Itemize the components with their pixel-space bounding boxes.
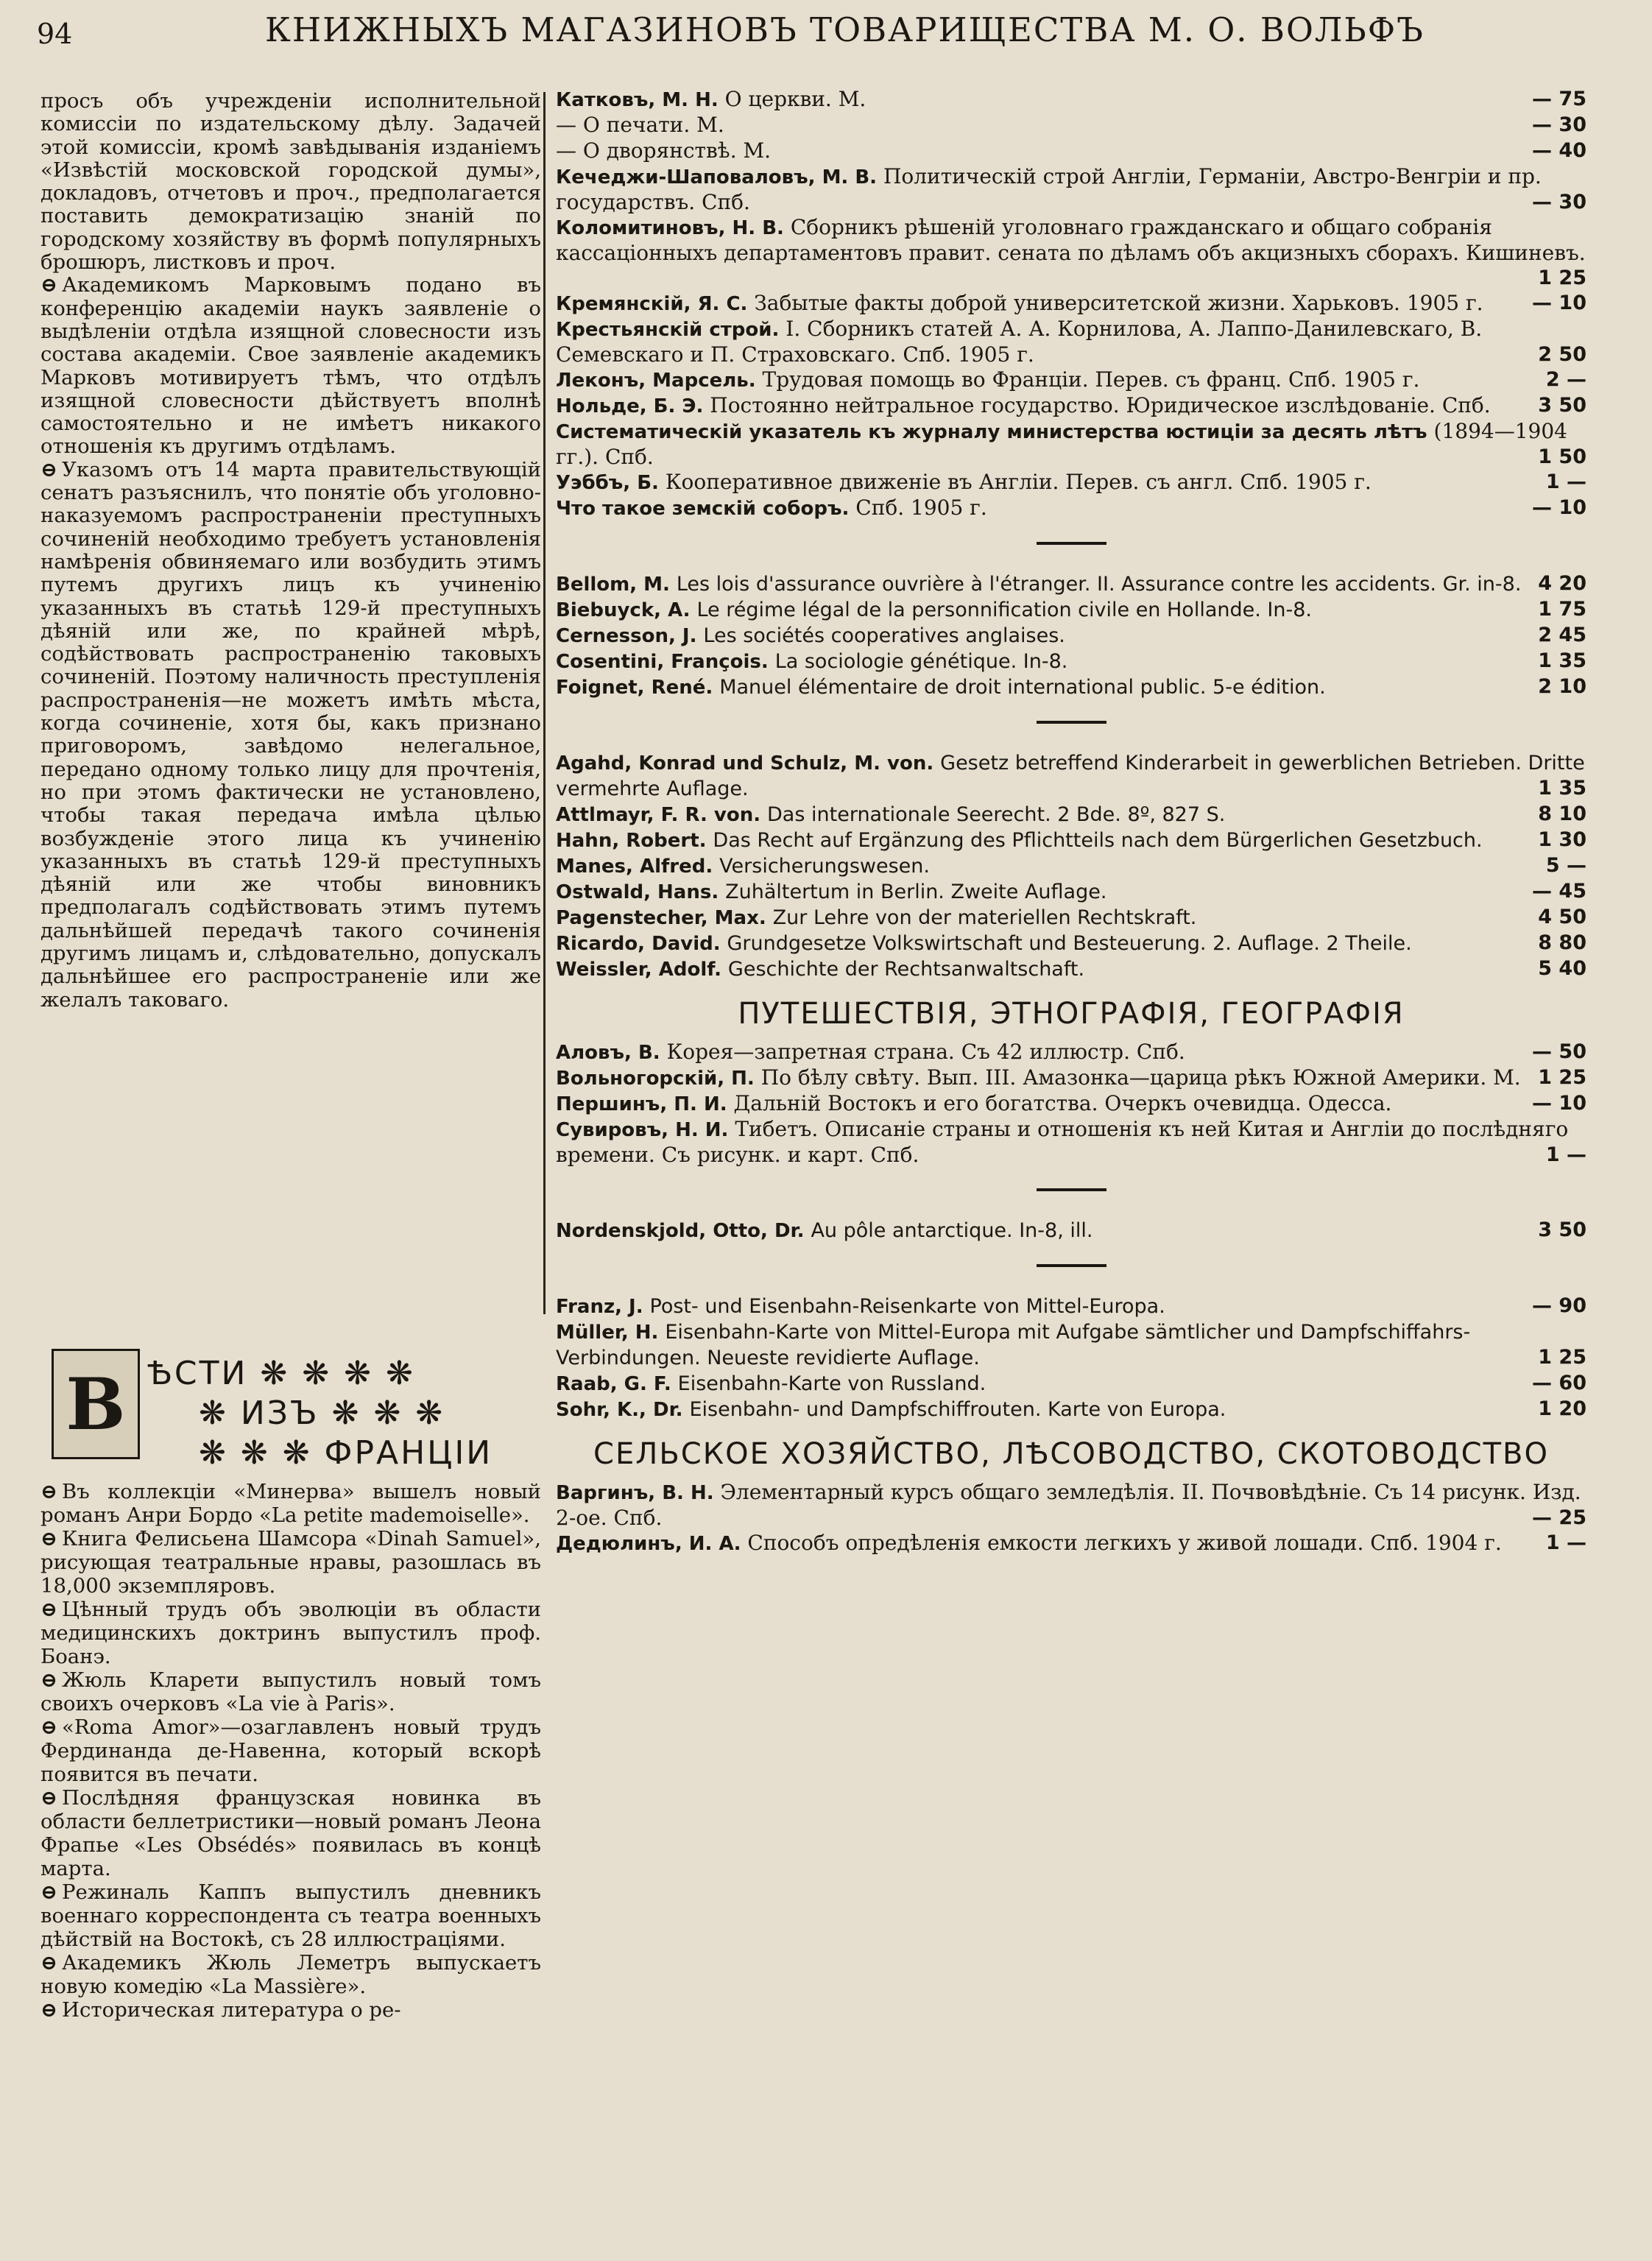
- entry-author: Что такое земскій соборъ.: [556, 498, 850, 520]
- entry-title: Zur Lehre von der materiellen Rechtskraft.: [772, 906, 1197, 929]
- entry-author: Cernesson, J.: [556, 625, 697, 647]
- separator-rule: [1037, 1188, 1106, 1191]
- entry-price: — 45: [1532, 880, 1586, 903]
- entry-author: Кечеджи-Шаповаловъ, М. В.: [556, 166, 878, 188]
- catalog-entry: [556, 571, 1586, 597]
- entry-price: 1 35: [1538, 777, 1586, 800]
- entry-title: Gesetz betreffend Kinderarbeit in gewerblichen Betrieben. Dritte vermehrte Auflage.: [556, 752, 1585, 800]
- entry-price: — 40: [1532, 139, 1586, 162]
- catalog-entry: [556, 367, 1586, 393]
- catalog-entry: [556, 623, 1586, 649]
- catalog-entry: [556, 1065, 1586, 1091]
- catalog-entry: [556, 470, 1586, 495]
- entry-author: Вольногорскій, П.: [556, 1068, 755, 1090]
- entry-title: Спб. 1905 г.: [855, 495, 987, 520]
- entry-author: Леконъ, Марсель.: [556, 370, 756, 392]
- news-from-france-heading: [52, 1349, 537, 1470]
- entry-price: 1 20: [1538, 1397, 1586, 1420]
- entry-title: Au pôle antarctique. In-8, ill.: [811, 1219, 1093, 1242]
- entry-title: La sociologie génétique. In-8.: [774, 650, 1068, 673]
- entry-author: Варгинъ, В. Н.: [556, 1482, 714, 1504]
- entry-author: Сувировъ, Н. И.: [556, 1119, 729, 1141]
- entry-author: Bellom, M.: [556, 574, 670, 596]
- entry-author: Agahd, Konrad und Schulz, M. von.: [556, 752, 934, 775]
- entry-title: Способъ опредѣленія емкости легкихъ у живой лошади. Спб. 1904 г.: [747, 1531, 1502, 1555]
- catalog-entry: [556, 1294, 1586, 1319]
- entry-author: Аловъ, В.: [556, 1042, 660, 1064]
- entry-author: Кремянскій, Я. С.: [556, 293, 748, 315]
- running-title: КНИЖНЫХЪ МАГАЗИНОВЪ ТОВАРИЩЕСТВА М. О. ВОЛЬФЪ: [265, 10, 1425, 49]
- entry-title: Элементарный курсъ общаго земледѣлія. II. Почвовѣдѣніе. Съ 14 рисунк. Изд. 2-ое. Спб.: [556, 1480, 1581, 1530]
- catalog-entry: [556, 1319, 1586, 1371]
- catalog-entry: [556, 215, 1586, 291]
- entry-price: 2 —: [1545, 368, 1586, 391]
- entry-author: Nordenskjold, Otto, Dr.: [556, 1220, 805, 1242]
- entry-title: Политическій строй Англіи, Германіи, Австро-Венгріи и пр. государствъ. Спб.: [556, 164, 1542, 214]
- catalog-entry: [556, 931, 1586, 956]
- entry-title: Zuhältertum in Berlin. Zweite Auflage.: [725, 881, 1107, 903]
- entry-price: — 30: [1532, 113, 1586, 136]
- entry-price: — 10: [1532, 292, 1586, 314]
- entry-author: Müller, H.: [556, 1322, 659, 1344]
- bullet-icon: ⊖: [40, 1880, 58, 1904]
- news-item: ⊖ «Roma Amor»—озаглавленъ новый трудъ Фердинанда де-Навенна, который вскорѣ появится въ печати.: [40, 1715, 541, 1786]
- entry-title: Забытые факты доброй университетской жизни. Харьковъ. 1905 г.: [754, 291, 1483, 315]
- entry-author: Ricardo, David.: [556, 933, 721, 955]
- ornamental-initial: В: [52, 1349, 140, 1459]
- entry-price: 4 20: [1538, 572, 1586, 595]
- bullet-icon: ⊖: [40, 457, 58, 482]
- entry-price: — 25: [1532, 1506, 1586, 1529]
- entry-price: — 30: [1532, 191, 1586, 214]
- news-item: ⊖ Послѣдняя французская новинка въ области беллетристики—новый романъ Леона Фрапье «Les Obsédés» появилась въ концѣ марта.: [40, 1786, 541, 1880]
- catalog-entry: [556, 164, 1586, 215]
- entry-title: Post- und Eisenbahn-Reisenkarte von Mittel-Europa.: [649, 1295, 1165, 1318]
- entry-author: Franz, J.: [556, 1296, 643, 1318]
- entry-price: 1 —: [1545, 1531, 1586, 1554]
- separator-rule: [1037, 721, 1106, 724]
- news-item: ⊖ Режиналь Каппъ выпустилъ дневникъ военнаго корреспондента съ театра военныхъ дѣйствій на Востокѣ, съ 28 иллюстраціями.: [40, 1880, 541, 1951]
- entry-title: Versicherungswesen.: [719, 855, 930, 878]
- entry-author: Катковъ, М. Н.: [556, 89, 719, 111]
- catalog-entry: [556, 828, 1586, 853]
- catalog-entry: [556, 879, 1586, 905]
- bullet-icon: ⊖: [40, 1668, 58, 1692]
- news-list: [40, 1480, 541, 2022]
- entry-author: Першинъ, П. И.: [556, 1093, 727, 1115]
- entry-author: Нольде, Б. Э.: [556, 395, 704, 417]
- catalog-group-russian: [556, 87, 1586, 521]
- catalog-entry: [556, 495, 1586, 521]
- catalog-entry: [556, 113, 1586, 138]
- heading-line: ❋ ❋ ❋ ФРАНЦІИ: [199, 1434, 493, 1472]
- entry-title: Manuel élémentaire de droit international public. 5-e édition.: [719, 676, 1326, 699]
- entry-price: — 90: [1532, 1294, 1586, 1317]
- entry-price: 5 —: [1545, 854, 1586, 877]
- catalog-entry: [556, 419, 1586, 470]
- bullet-icon: ⊖: [40, 1715, 58, 1739]
- entry-author: Коломитиновъ, Н. В.: [556, 217, 784, 239]
- entry-price: — 60: [1532, 1372, 1586, 1394]
- column-divider: [543, 92, 546, 1314]
- entry-title: Трудовая помощь во Франціи. Перев. съ франц. Спб. 1905 г.: [762, 367, 1420, 392]
- entry-title: Grundgesetze Volkswirtschaft und Besteuerung. 2. Auflage. 2 Theile.: [727, 932, 1412, 955]
- entry-price: 1 30: [1538, 828, 1586, 851]
- entry-price: 8 10: [1538, 803, 1586, 825]
- left-column: [40, 90, 541, 1012]
- entry-author: Hahn, Robert.: [556, 830, 707, 852]
- catalog-entry: [556, 291, 1586, 317]
- catalog-entry: [556, 138, 1586, 164]
- entry-author: Manes, Alfred.: [556, 856, 713, 878]
- entry-title: Das internationale Seerecht. 2 Bde. 8º, 827 S.: [767, 803, 1226, 826]
- separator-rule: [1037, 542, 1106, 545]
- entry-price: 2 10: [1538, 675, 1586, 698]
- entry-price: 1 —: [1545, 1143, 1586, 1166]
- page-header: [37, 7, 1612, 52]
- entry-author: Weissler, Adolf.: [556, 959, 721, 981]
- entry-price: 1 25: [1538, 1066, 1586, 1089]
- catalog-entry: [556, 802, 1586, 828]
- news-item: ⊖ Жюль Кларети выпустилъ новый томъ своихъ очерковъ «La vie à Paris».: [40, 1668, 541, 1715]
- entry-title: I. Сборникъ статей А. А. Корнилова, А. Лаппо-Данилевскаго, В. Семевскаго и П. Страховскаго. Спб. 1905 г.: [556, 317, 1483, 367]
- entry-price: 2 45: [1538, 624, 1586, 646]
- catalog-entry: [556, 750, 1586, 802]
- entry-author: Pagenstecher, Max.: [556, 907, 766, 929]
- news-item: ⊖ Историческая литература о ре-: [40, 1998, 401, 2022]
- catalog-entry: [556, 1397, 1586, 1422]
- paragraph-text: Академикомъ Марковымъ подано въ конференцію академіи наукъ заявленіе о выдѣленіи отдѣла изящной словесности изъ состава академіи. Свое заявленіе академикъ Марковъ мотивируетъ тѣмъ, что отдѣлъ изящной словесности дѣйствуетъ вполнѣ самостоятельно и не имѣетъ никакого отношенія къ другимъ отдѣламъ.: [40, 273, 541, 459]
- paragraph: [40, 274, 541, 458]
- bullet-icon: ⊖: [40, 1527, 58, 1551]
- entry-author: Систематическій указатель къ журналу министерства юстиціи за десять лѣтъ: [556, 421, 1427, 443]
- catalog-entry: [556, 905, 1586, 931]
- catalog-entry: [556, 674, 1586, 700]
- entry-author: Крестьянскій строй.: [556, 319, 780, 341]
- entry-author: Cosentini, François.: [556, 651, 769, 673]
- entry-price: 8 80: [1538, 931, 1586, 954]
- catalog-entry: [556, 1091, 1586, 1117]
- catalog-group-agriculture: [556, 1480, 1586, 1556]
- entry-price: 1 50: [1538, 445, 1586, 468]
- entry-title: Eisenbahn-Karte von Mittel-Europa mit Aufgabe sämtlicher und Dampfschiffahrs-Verbindungen. Neueste revidierte Auflage.: [556, 1321, 1471, 1369]
- paragraph: просъ объ учрежденіи исполнительной комиссіи по издательскому дѣлу. Задачей этой комиссіи, кромѣ завѣдыванія изданіемъ «Извѣстій московской городской думы», докладовъ, отчетовъ и проч., предполагается поставить демократизацію знаній по городскому хозяйству въ формѣ популярныхъ брошюръ, листковъ и проч.: [40, 89, 541, 275]
- catalog-entry: [556, 853, 1586, 879]
- catalog-group-german: [556, 750, 1586, 982]
- catalog-column: [556, 87, 1586, 1556]
- entry-price: — 10: [1532, 496, 1586, 519]
- catalog-entry: [556, 1531, 1586, 1556]
- entry-price: 1 25: [1538, 267, 1586, 289]
- entry-title: Les lois d'assurance ouvrière à l'étranger. II. Assurance contre les accidents. Gr. in-8.: [676, 573, 1522, 596]
- entry-title: Les sociétés cooperatives anglaises.: [703, 624, 1065, 647]
- entry-price: — 10: [1532, 1092, 1586, 1115]
- entry-title: (1894—1904 гг.). Спб.: [556, 419, 1567, 469]
- entry-title: Корея—запретная страна. Съ 42 иллюстр. Спб.: [666, 1040, 1185, 1064]
- bullet-icon: ⊖: [40, 1951, 58, 1975]
- entry-title: Le régime légal de la personnification civile en Hollande. In-8.: [696, 599, 1312, 621]
- catalog-group-travel-foreign: [556, 1218, 1586, 1244]
- catalog-entry: [556, 649, 1586, 674]
- entry-title: Дальній Востокъ и его богатства. Очеркъ очевидца. Одесса.: [733, 1091, 1392, 1115]
- catalog-group-travel: [556, 1040, 1586, 1168]
- entry-title: Eisenbahn-Karte von Russland.: [677, 1372, 986, 1395]
- entry-author: Attlmayr, F. R. von.: [556, 804, 761, 826]
- entry-price: 5 40: [1538, 957, 1586, 980]
- entry-price: 1 —: [1545, 470, 1586, 493]
- catalog-group-maps: [556, 1294, 1586, 1422]
- entry-title: Geschichte der Rechtsanwaltschaft.: [727, 958, 1085, 981]
- bullet-icon: ⊖: [40, 1480, 58, 1503]
- entry-author: Уэббъ, Б.: [556, 472, 659, 494]
- paragraph: [40, 459, 541, 1012]
- entry-title: Кооперативное движеніе въ Англіи. Перев. съ англ. Спб. 1905 г.: [665, 470, 1372, 494]
- entry-price: 3 50: [1538, 394, 1586, 417]
- entry-price: — 75: [1532, 88, 1586, 110]
- catalog-entry: [556, 1040, 1586, 1065]
- entry-author: Foignet, René.: [556, 677, 713, 699]
- page-number: 94: [37, 18, 73, 50]
- bullet-icon: ⊖: [40, 1786, 58, 1810]
- entry-price: 3 50: [1538, 1218, 1586, 1241]
- separator-rule: [1037, 1264, 1106, 1267]
- catalog-entry: [556, 317, 1586, 367]
- heading-line: ѢСТИ ❋ ❋ ❋ ❋: [147, 1355, 415, 1392]
- news-item: ⊖ Цѣнный трудъ объ эволюціи въ области медицинскихъ доктринъ выпустилъ проф. Боанэ.: [40, 1598, 541, 1668]
- entry-title: О церкви. М.: [724, 87, 866, 111]
- catalog-entry: [556, 1117, 1586, 1168]
- catalog-entry: [556, 1218, 1586, 1244]
- news-item: ⊖ Въ коллекціи «Минерва» вышелъ новый романъ Анри Бордо «La petite mademoiselle».: [40, 1480, 541, 1527]
- section-heading-travel: ПУТЕШЕСТВІЯ, ЭТНОГРАФІЯ, ГЕОГРАФІЯ: [738, 997, 1405, 1031]
- entry-price: 4 50: [1538, 906, 1586, 928]
- entry-title: — О дворянствѣ. М.: [556, 138, 772, 163]
- entry-title: Das Recht auf Ergänzung des Pflichtteils nach dem Bürgerlichen Gesetzbuch.: [713, 829, 1483, 852]
- entry-title: Eisenbahn- und Dampfschiffrouten. Karte von Europa.: [689, 1398, 1226, 1421]
- entry-title: Постоянно нейтральное государство. Юридическое изслѣдованіе. Спб.: [710, 393, 1491, 417]
- news-item: ⊖ Книга Фелисьена Шамсора «Dinah Samuel», рисующая театральные нравы, разошлась въ 18,000 экземпляровъ.: [40, 1527, 541, 1598]
- heading-line: ❋ ИЗЪ ❋ ❋ ❋: [199, 1394, 445, 1432]
- entry-author: Sohr, K., Dr.: [556, 1399, 683, 1421]
- entry-price: 1 25: [1538, 1346, 1586, 1369]
- entry-author: Дедюлинъ, И. А.: [556, 1533, 741, 1555]
- entry-price: 1 35: [1538, 649, 1586, 672]
- entry-price: 2 50: [1538, 343, 1586, 366]
- bullet-icon: ⊖: [40, 273, 58, 297]
- entry-author: Raab, G. F.: [556, 1373, 671, 1395]
- bullet-icon: ⊖: [40, 1598, 58, 1621]
- entry-title: Сборникъ рѣшеній уголовнаго гражданскаго и общаго собранія кассаціонныхъ департаментовъ правит. сената по дѣламъ объ акцизныхъ сборахъ. Кишиневъ.: [556, 215, 1586, 265]
- entry-price: 1 75: [1538, 598, 1586, 621]
- entry-author: Biebuyck, A.: [556, 599, 691, 621]
- catalog-group-french: [556, 571, 1586, 700]
- catalog-entry: [556, 87, 1586, 113]
- entry-title: — О печати. М.: [556, 113, 724, 137]
- entry-price: — 50: [1532, 1040, 1586, 1063]
- bullet-icon: ⊖: [40, 1998, 58, 2022]
- catalog-entry: [556, 597, 1586, 623]
- section-heading-agriculture: СЕЛЬСКОЕ ХОЗЯЙСТВО, ЛѢСОВОДСТВО, СКОТОВОДСТВО: [593, 1437, 1549, 1471]
- entry-title: По бѣлу свѣту. Вып. III. Амазонка—царица рѣкъ Южной Америки. М.: [760, 1065, 1521, 1090]
- catalog-entry: [556, 1480, 1586, 1531]
- entry-author: Ostwald, Hans.: [556, 881, 719, 903]
- catalog-entry: [556, 1371, 1586, 1397]
- paragraph-text: Указомъ отъ 14 марта правительствующій сенатъ разъяснилъ, что понятіе объ уголовно-наказуемомъ распространеніи преступныхъ сочиненій необходимо требуетъ установленія намѣренія обвиняемаго или возбудить этимъ путемъ другихъ лицъ къ учиненію указанныхъ въ статьѣ 129-й преступныхъ дѣяній или же, по крайней мѣрѣ, содѣйствовать распространенію таковыхъ сочиненій. Поэтому наличность преступленія распространенія—не можетъ имѣть мѣста, когда сочиненіе, хотя бы, какъ признано приговоромъ, завѣдомо нелегальное, передано одному только лицу для прочтенія, но при этомъ фактически не установлено, чтобы такая передача имѣла цѣлью возбужденіе этого лица къ учиненію указанныхъ въ статьѣ 129-й преступныхъ дѣяній или же чтобы виновникъ предполагалъ содѣйствовать этимъ путемъ дальнѣйшей передачѣ такого сочиненія другимъ лицамъ и, слѣдовательно, допускалъ дальнѣйшее его распространеніе или же желалъ таковаго.: [40, 457, 541, 1012]
- news-item: ⊖ Академикъ Жюль Леметръ выпускаетъ новую комедію «La Massière».: [40, 1951, 541, 1998]
- catalog-entry: [556, 956, 1586, 982]
- entry-title: Тибетъ. Описаніе страны и отношенія къ ней Китая и Англіи до послѣдняго времени. Съ рисунк. и карт. Спб.: [556, 1117, 1569, 1167]
- catalog-entry: [556, 393, 1586, 419]
